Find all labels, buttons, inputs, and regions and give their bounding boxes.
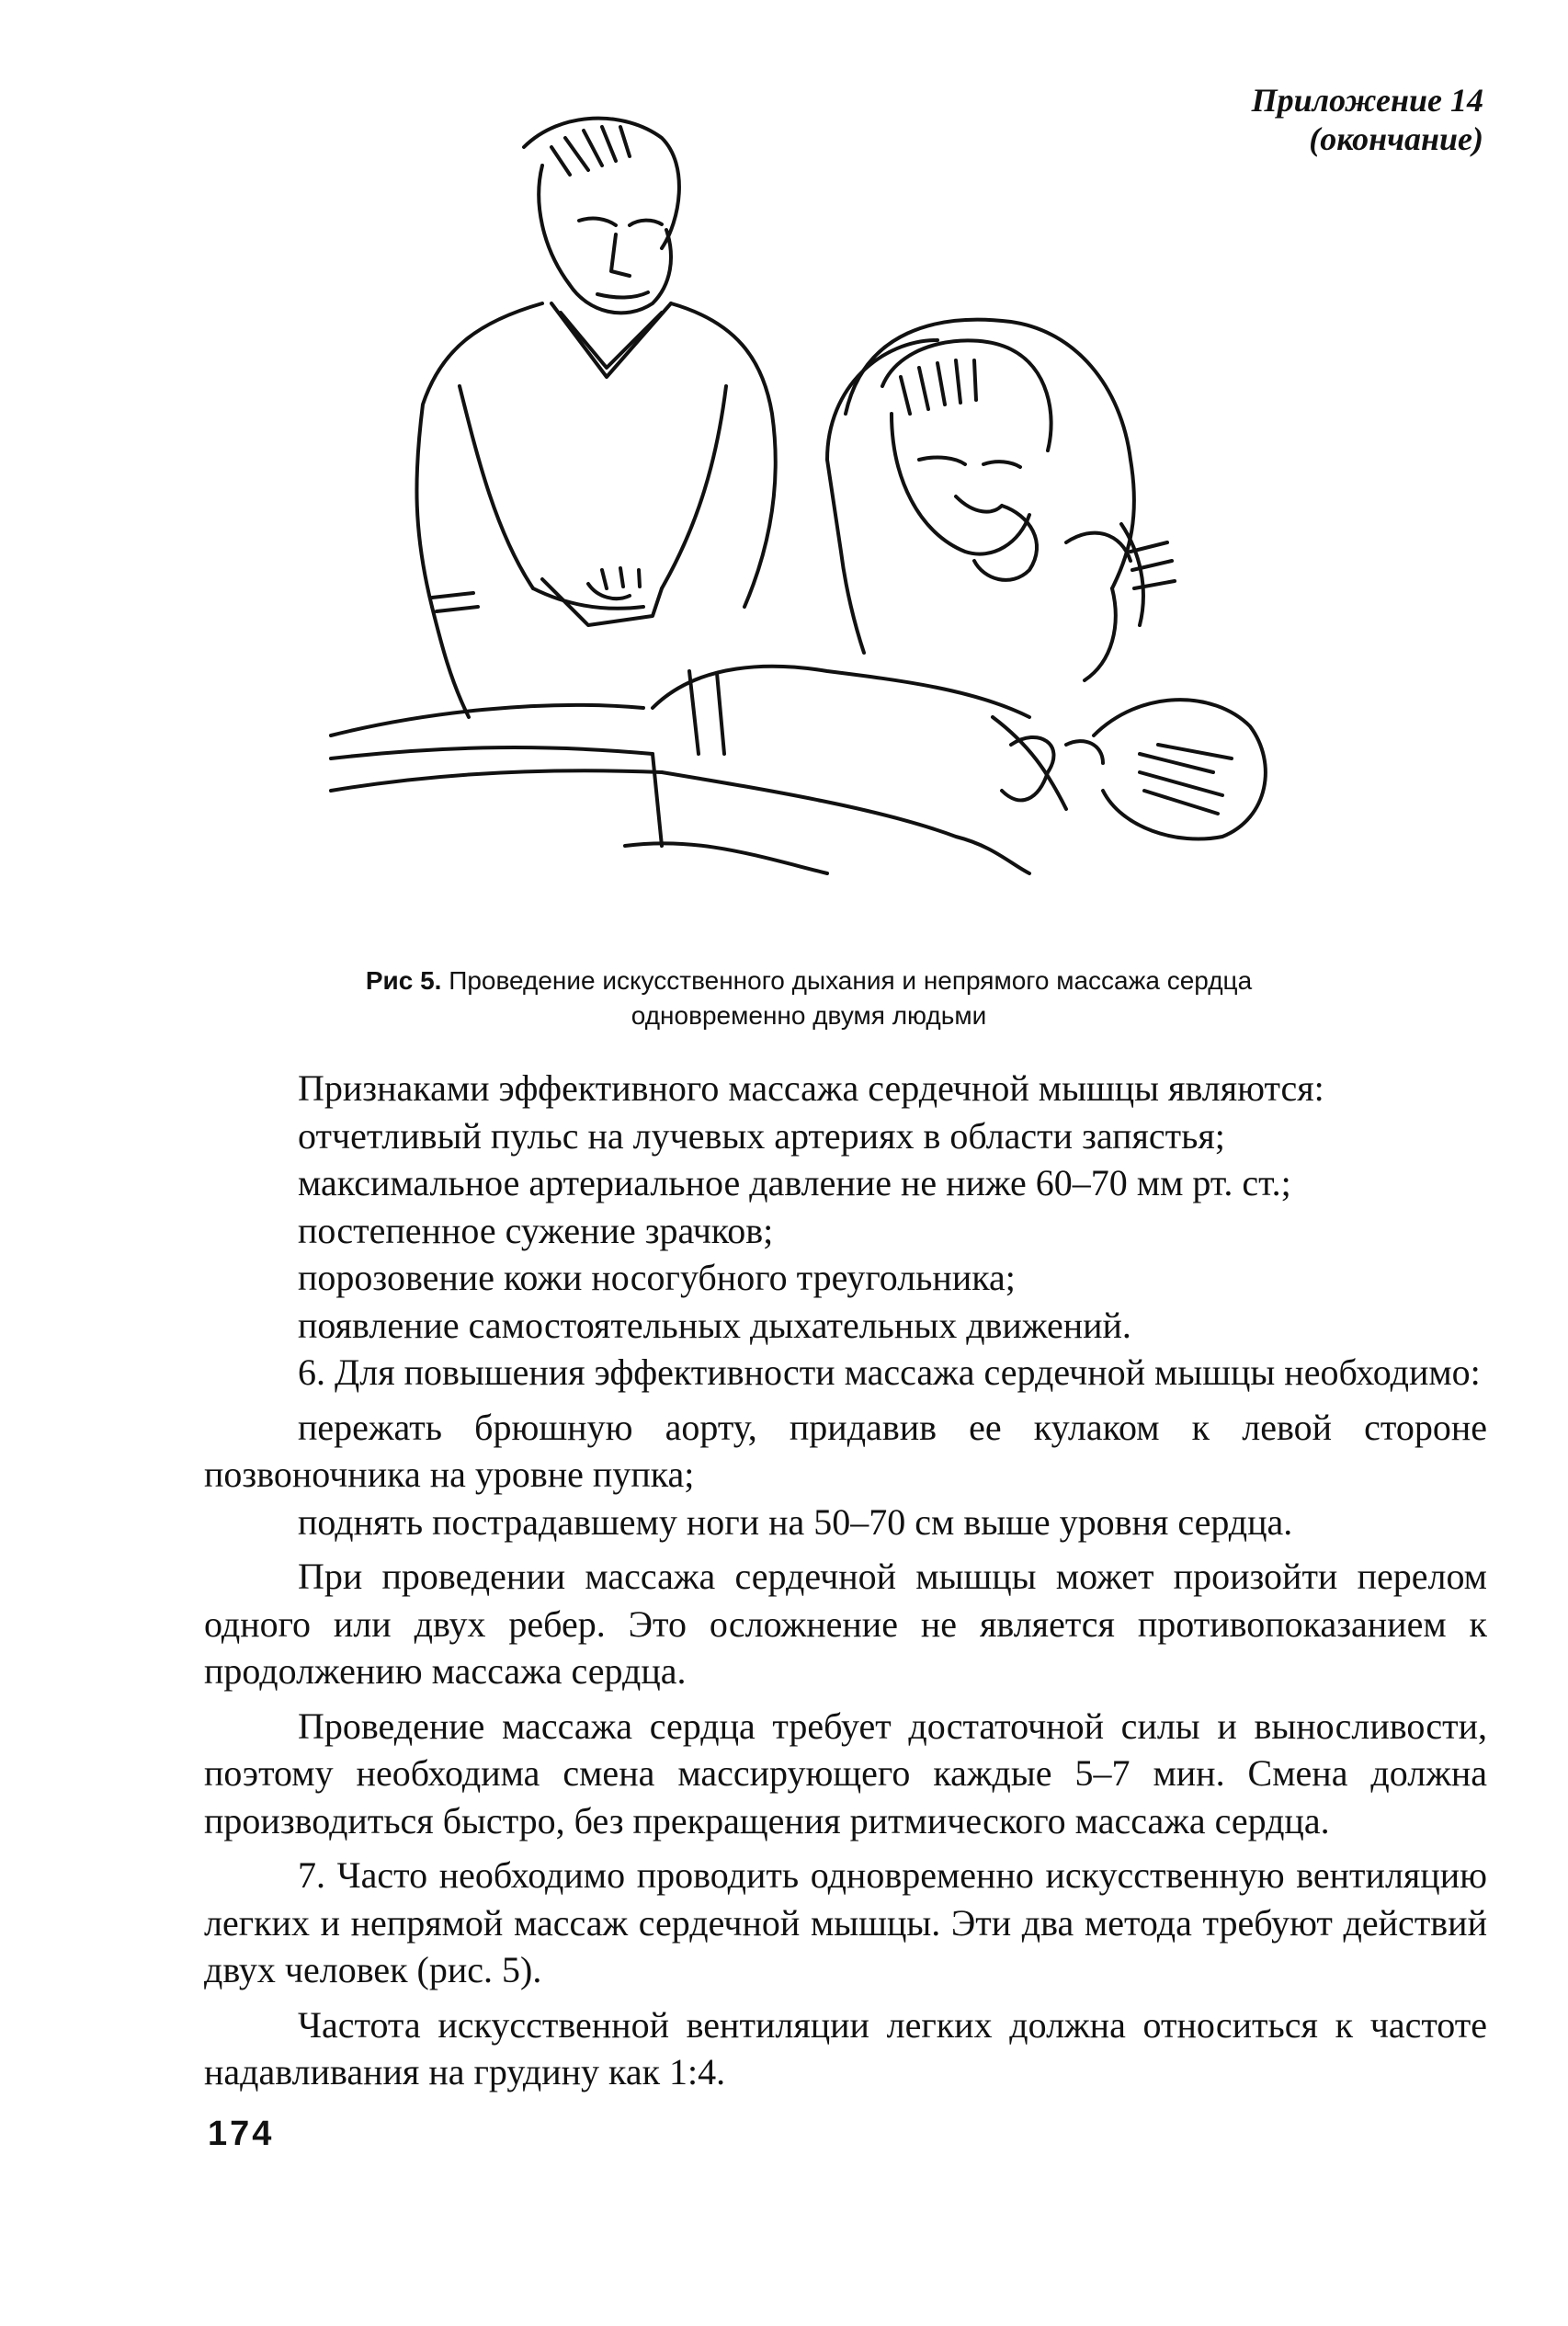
- paragraph-3: максимальное артериальное давление не ниже 60–70 мм рт. ст.;: [298, 1162, 1291, 1203]
- paragraph-1: Признаками эффективного массажа сердечной мышцы являются:: [298, 1067, 1324, 1109]
- figure-caption-label: Рис 5.: [365, 966, 442, 995]
- running-head-line1: Приложение 14: [1251, 82, 1483, 119]
- paragraph-4: постепенное сужение зрачков;: [298, 1209, 774, 1251]
- paragraph-7: 6. Для повышения эффективности массажа сердечной мышцы необходимо:: [298, 1351, 1481, 1393]
- paragraph-9: поднять пострадавшему ноги на 50–70 см выше уровня сердца.: [298, 1500, 1293, 1543]
- ventilation-rescuer: [827, 320, 1175, 680]
- page-number: 174: [208, 2115, 275, 2153]
- paragraph-2: отчетливый пульс на лучевых артериях в области запястья;: [298, 1114, 1225, 1157]
- figure-caption-text: Проведение искусственного дыхания и непрямого массажа сердца одновременно двумя людьми: [449, 966, 1253, 1030]
- victim-figure: [331, 667, 1266, 873]
- paragraph-6: появление самостоятельных дыхательных движений.: [298, 1304, 1131, 1346]
- body-text: [204, 1065, 1487, 2096]
- paragraph-5: порозовение кожи носогубного треугольника;: [298, 1257, 1016, 1298]
- figure-caption: [276, 963, 1342, 1033]
- cpr-illustration: [312, 110, 1342, 938]
- compression-rescuer: [416, 119, 775, 717]
- paragraph-10: При проведении массажа сердечной мышцы может произойти перелом одного или двух ребер. Это осложнение не является противопоказанием к продолжению массажа сердца.: [204, 1556, 1487, 1692]
- running-head-line2: (окончание): [1309, 120, 1483, 157]
- paragraph-12: 7. Часто необходимо проводить одновременно искусственную вентиляцию легких и непрямой массаж сердечной мышцы. Эти два метода требуют действий двух человек (рис. 5).: [204, 1854, 1487, 1990]
- paragraph-8: пережать брюшную аорту, придавив ее кулаком к левой стороне позвоночника на уровне пупка;: [204, 1406, 1487, 1495]
- paragraph-11: Проведение массажа сердца требует достаточной силы и выносливости, поэтому необходима смена массирующего каждые 5–7 мин. Смена должна производиться быстро, без прекращения ритмического массажа сердца.: [204, 1705, 1487, 1841]
- paragraph-13: Частота искусственной вентиляции легких должна относиться к частоте надавливания на грудину как 1:4.: [204, 2003, 1487, 2092]
